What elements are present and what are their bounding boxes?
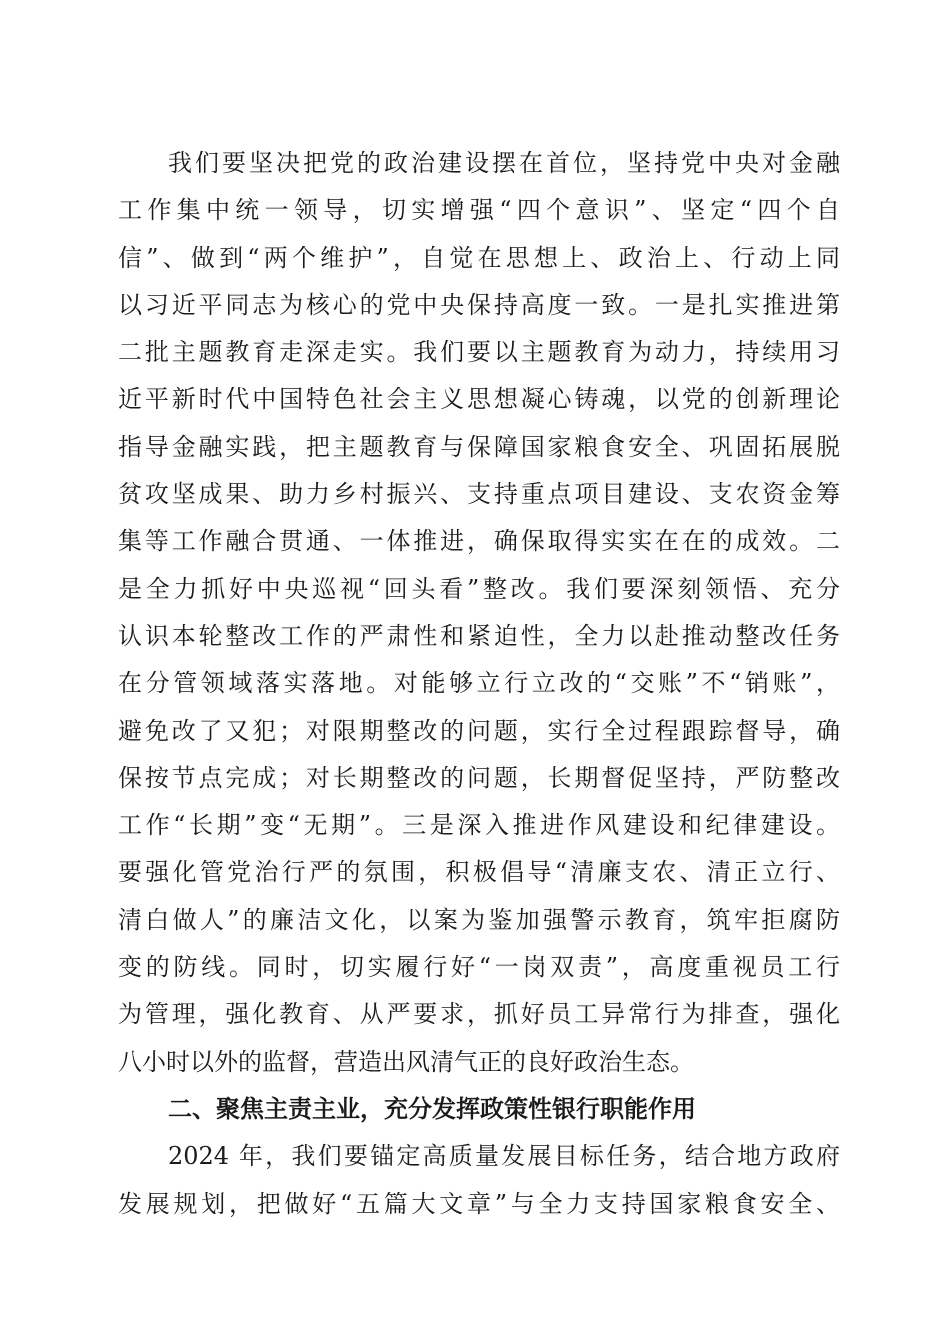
text-line: 保按节点完成；对长期整改的问题，长期督促坚持，严防整改 [118,763,840,792]
text-line: 发展规划，把做好“五篇大文章”与全力支持国家粮食安全、 [118,1189,840,1218]
text-line: 认识本轮整改工作的严肃性和紧迫性，全力以赴推动整改任务 [118,621,840,650]
text-line: 避免改了又犯；对限期整改的问题，实行全过程跟踪督导，确 [118,716,840,745]
text-line: 清白做人”的廉洁文化，以案为鉴加强警示教育，筑牢拒腐防 [118,905,840,934]
text-line: 贫攻坚成果、助力乡村振兴、支持重点项目建设、支农资金筹 [118,480,840,509]
text-line: 以习近平同志为核心的党中央保持高度一致。一是扎实推进第 [118,290,840,319]
text-line: 2024 年，我们要锚定高质量发展目标任务，结合地方政府 [168,1142,840,1171]
text-line: 集等工作融合贯通、一体推进，确保取得实实在在的成效。二 [118,527,840,556]
text-line: 八小时以外的监督，营造出风清气正的良好政治生态。 [118,1047,694,1076]
text-line: 指导金融实践，把主题教育与保障国家粮食安全、巩固拓展脱 [118,432,840,461]
paragraph-main-business [118,1133,840,1228]
text-line: 为管理，强化教育、从严要求，抓好员工异常行为排查，强化 [118,1000,840,1029]
text-line: 工作“长期”变“无期”。三是深入推进作风建设和纪律建设。 [118,811,840,840]
text-line: 我们要坚决把党的政治建设摆在首位，坚持党中央对金融 [168,149,840,177]
text-line: 要强化管党治行严的氛围，积极倡导“清廉支农、清正立行、 [118,858,840,887]
text-line: 二批主题教育走深走实。我们要以主题教育为动力，持续用习 [118,338,840,367]
text-line: 变的防线。同时，切实履行好“一岗双责”，高度重视员工行 [118,953,840,982]
text-line: 近平新时代中国特色社会主义思想凝心铸魂，以党的创新理论 [118,385,840,414]
text-line: 在分管领域落实落地。对能够立行立改的“交账”不“销账”， [118,669,840,698]
text-line: 工作集中统一领导，切实增强“四个意识”、坚定“四个自 [118,196,840,225]
section-heading: 二、聚焦主责主业，充分发挥政策性银行职能作用 [168,1094,696,1123]
paragraph-political-construction [118,140,840,1086]
document-body [118,140,840,1228]
text-line: 是全力抓好中央巡视“回头看”整改。我们要深刻领悟、充分 [118,574,840,603]
text-line: 信”、做到“两个维护”，自觉在思想上、政治上、行动上同 [118,243,840,272]
